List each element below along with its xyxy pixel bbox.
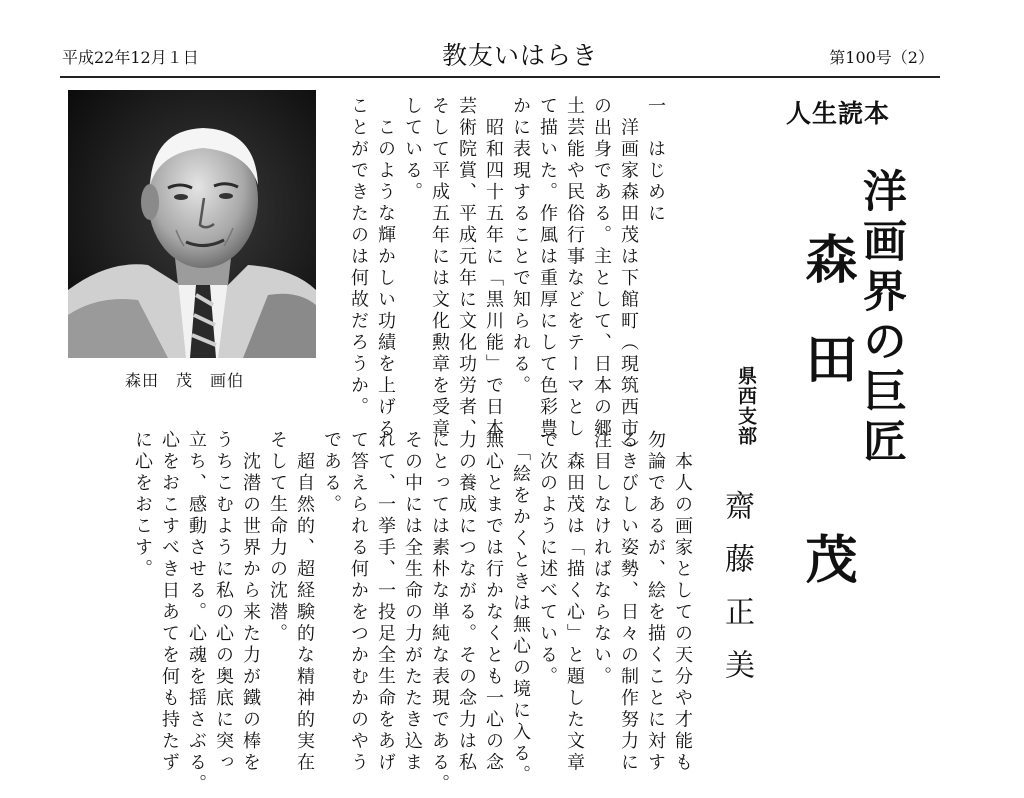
photo-caption: 森田 茂 画伯 (125, 371, 245, 390)
author-name: 齋藤正美 (719, 490, 754, 702)
portrait-photo (68, 90, 316, 358)
author-branch: 県西支部 (735, 366, 757, 446)
article-body-upper: 一 はじめに 洋画家森田茂は下館町（現筑西市） の出身である。主として、日本の郷 土芸能や民俗行事などをテーマとし て描いた。作風は重厚にして色彩豊 かに表現することで知られる。 昭和四十五年に「黒川能」で日本 芸術院賞、平成元年に文化功労者、 そして平成五年には文化勲章を受章 している。 このような輝かしい功績を上げる ことができたのは何故だろうか。 (348, 96, 666, 462)
newsletter-title: 教友いはらき (442, 41, 599, 70)
issue-number: 第100号（2） (829, 48, 934, 67)
series-label: 人生読本 (786, 99, 891, 128)
article-title: 洋画界の巨匠 (855, 168, 906, 468)
article-body-lower: 本人の画家としての天分や才能も 勿論であるが、絵を描くことに対す るきびしい姿勢、日々の制作努力に 注目しなければならない。 森田茂は「描く心」と題した文章 で次のように述べている。 「絵をかくときは無心の境に入る。 無心とまでは行かなくとも一心の念 力の養成につながる。その念力は私 にとっては素朴な単純な表現である。 その中には全生命の力がたたき込ま れて、一挙手、一投足全生命をあげ て答えられる何かをつかむかのやう である。 超自然的、超経験的な精神的実在 そして生命力の沈潜。 沈潜の世界から来た力が鐵の棒を うちこむように私の心の奥底に突っ 立ち、感動させる。心魂を揺さぶる。 心をおこすべき日あてを何も持たず に心をおこす。 (132, 430, 693, 796)
subject-name: 森田 茂 (796, 232, 857, 632)
header-divider (60, 76, 940, 78)
header-date: 平成22年12月１日 (62, 48, 199, 67)
